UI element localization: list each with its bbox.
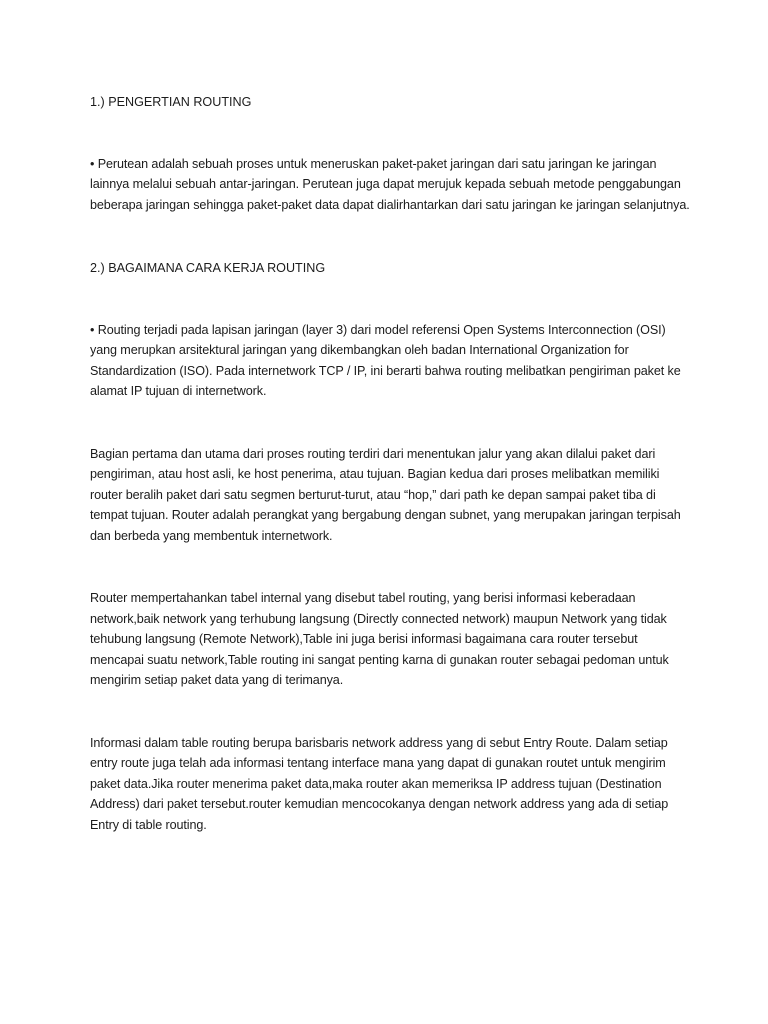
paragraph-1-1: • Perutean adalah sebuah proses untuk meneruskan paket-paket jaringan dari satu jaringan ke jaringan lainnya melalui sebuah antar-jaringan. Perutean juga dapat merujuk kepada sebuah metode penggabungan beberapa jaringan sehingga paket-paket data dapat dialirhantarkan dari satu jaringan ke jaringan selanjutnya. [90,156,690,212]
paragraph-2-4: Informasi dalam table routing berupa barisbaris network address yang di sebut Entry Route. Dalam setiap entry route juga telah ada informasi tentang interface mana yang dapat di gunakan routet untuk mengirim paket data.Jika router menerima paket data,maka router akan memeriksa IP address tujuan (Destination Address) dari paket tersebut.router kemudian mencocokanya dengan network address yang ada di setiap Entry di table routing. [90,735,669,832]
paragraph-2-1: • Routing terjadi pada lapisan jaringan (layer 3) dari model referensi Open Systems Interconnection (OSI) yang merupkan arsitektural jaringan yang dikembangkan oleh badan International Organization for Standardization (ISO). Pada internetwork TCP / IP, ini berarti bahwa routing melibatkan pengiriman paket ke alamat IP tujuan di internetwork. [90,322,681,398]
spacer [90,279,690,320]
section-heading-2: 2.) BAGAIMANA CARA KERJA ROUTING [90,261,326,275]
spacer [90,546,690,588]
section-heading-1: 1.) PENGERTIAN ROUTING [90,95,252,109]
spacer [90,215,690,258]
spacer [90,402,690,444]
document-page [90,92,690,835]
spacer [90,113,690,154]
paragraph-2-3: Router mempertahankan tabel internal yang disebut tabel routing, yang berisi informasi keberadaan network,baik network yang terhubung langsung (Directly connected network) maupun Network yang tidak tehubung langsung (Remote Network),Table ini juga berisi informasi bagaimana cara router tersebut mencapai suatu network,Table routing ini sangat penting karna di gunakan router sebagai pedoman untuk mengirim setiap paket data yang di terimanya. [90,591,669,687]
spacer [90,691,690,733]
paragraph-2-2: Bagian pertama dan utama dari proses routing terdiri dari menentukan jalur yang akan dilalui paket dari pengiriman, atau host asli, ke host penerima, atau tujuan. Bagian kedua dari proses melibatkan memiliki router beralih paket dari satu segmen berturut-turut, atau “hop,” dari path ke depan sampai paket tiba di tempat tujuan. Router adalah perangkat yang bergabung dengan subnet, yang merupakan jaringan terpisah dan berbeda yang membentuk internetwork. [90,446,681,543]
